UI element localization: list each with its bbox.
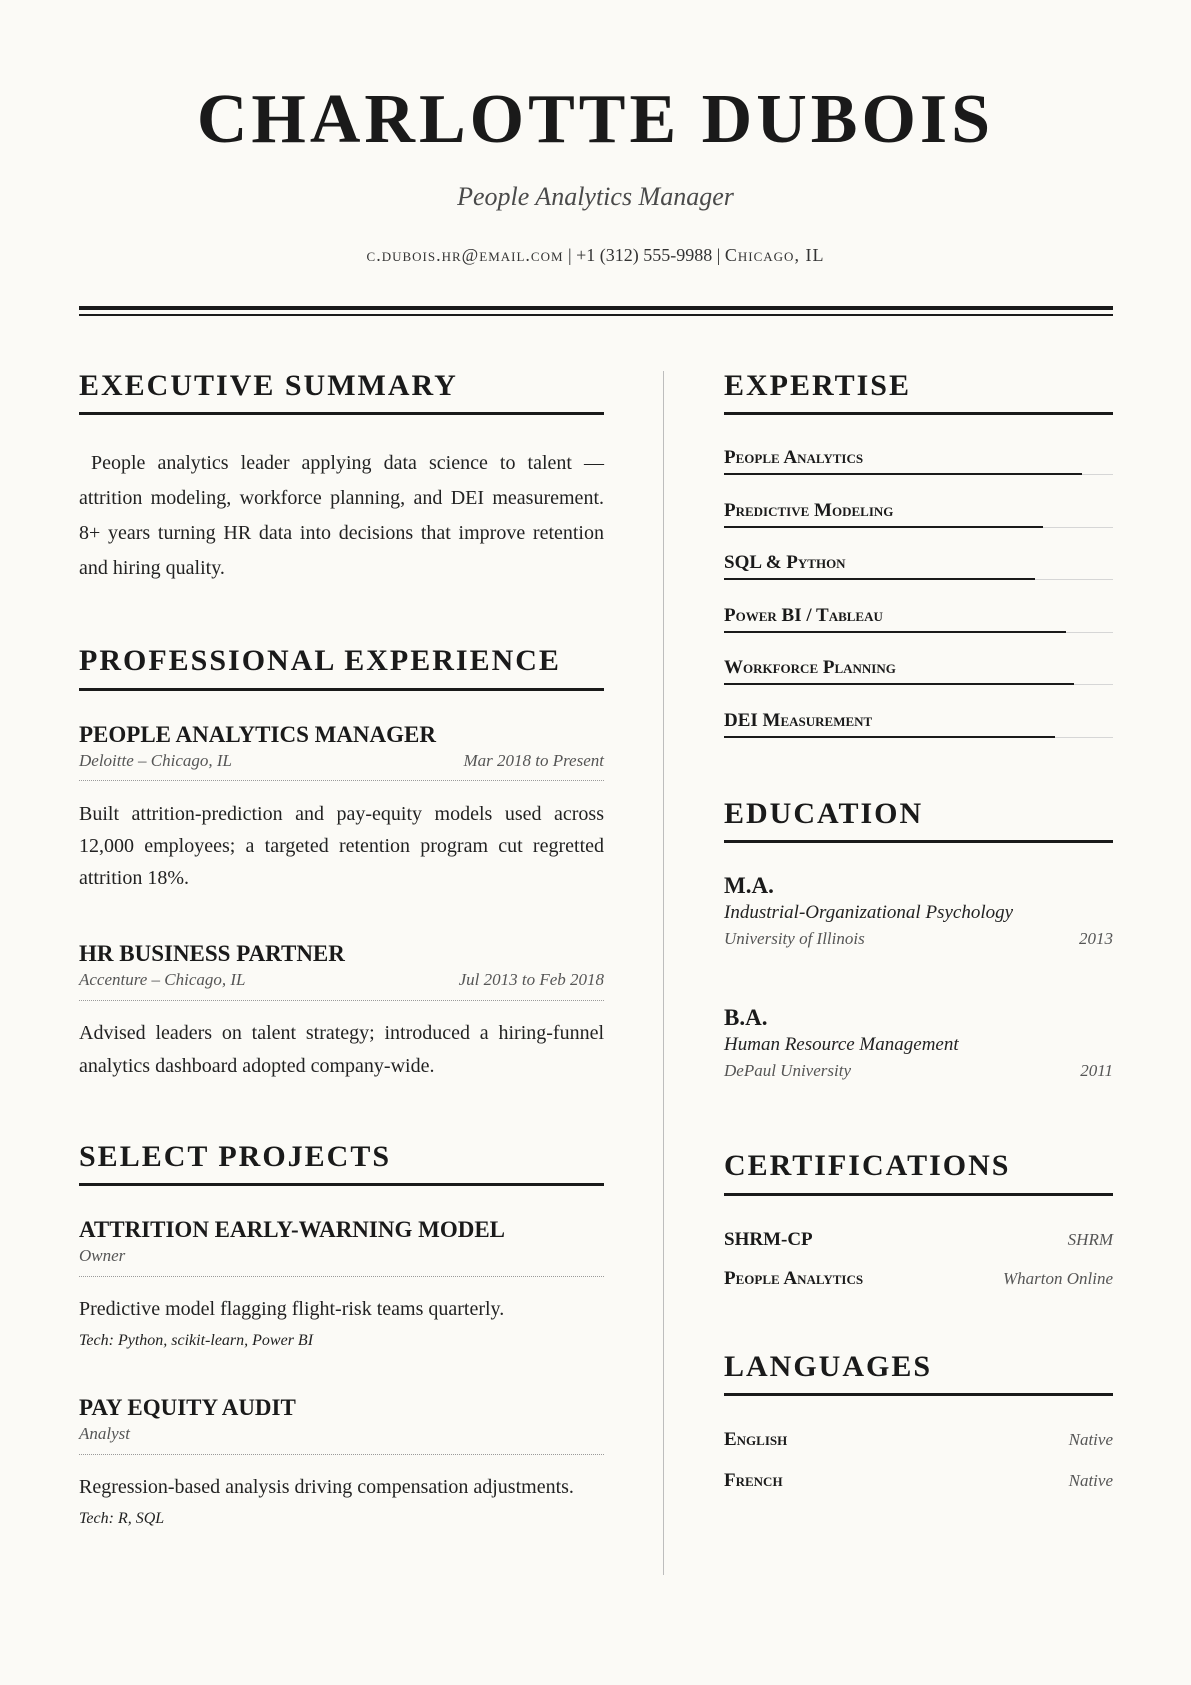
- job-entry-meta: [79, 750, 604, 772]
- section-rule: [79, 1183, 604, 1186]
- job-entry-meta: [79, 969, 604, 991]
- language-name: English: [724, 1429, 788, 1450]
- job-entry-description: Advised leaders on talent strategy; introduced a hiring-funnel analytics dashboard adopted company-wide.: [79, 1022, 604, 1077]
- project-tech: Tech: R, SQL: [79, 1510, 165, 1527]
- dotted-divider: [79, 1276, 604, 1277]
- school-name: University of Illinois: [724, 929, 865, 948]
- job-entry-dates: Jul 2013 to Feb 2018: [458, 970, 604, 989]
- skill-bar-fill: [724, 578, 1035, 580]
- project-description: Predictive model flagging flight-risk teams quarterly.: [79, 1298, 505, 1320]
- job-entry-dates: Mar 2018 to Present: [463, 751, 604, 770]
- degree-name: B.A.: [724, 1005, 768, 1030]
- school-name: DePaul University: [724, 1061, 851, 1080]
- skill-bar-track: [724, 737, 1113, 738]
- section-rule: [724, 412, 1113, 415]
- job-entry-company: Accenture – Chicago, IL: [79, 970, 246, 989]
- email-link[interactable]: c.dubois.hr@email.com: [366, 245, 564, 265]
- skill-label: DEI Measurement: [724, 709, 873, 731]
- candidate-name: CHARLOTTE DUBOIS: [196, 81, 995, 158]
- section-heading-certifications: CERTIFICATIONS: [724, 1149, 1011, 1182]
- section-rule: [724, 1393, 1113, 1396]
- degree-field: Human Resource Management: [724, 1034, 959, 1055]
- skill-label: SQL & Python: [724, 552, 846, 573]
- certification-name: SHRM-CP: [724, 1229, 813, 1250]
- degree-field: Industrial-Organizational Psychology: [724, 902, 1014, 923]
- language-level: Native: [1068, 1471, 1113, 1490]
- section-heading-experience: PROFESSIONAL EXPERIENCE: [79, 644, 561, 677]
- section-heading-projects: SELECT PROJECTS: [79, 1140, 392, 1173]
- language-name: French: [724, 1470, 783, 1491]
- section-heading-education: EDUCATION: [724, 797, 924, 830]
- project-role: Owner: [79, 1246, 126, 1265]
- skill-bar-track: [724, 632, 1113, 633]
- section-heading-summary: EXECUTIVE SUMMARY: [79, 369, 458, 402]
- certification-issuer: SHRM: [1067, 1230, 1113, 1249]
- summary-text: People analytics leader applying data science to talent — attrition modeling, workforce planning, and DEI measurement. 8+ years turning HR data into decisions that improve retention and hiring quality.: [79, 452, 604, 579]
- skill-bar-track: [724, 474, 1113, 475]
- job-entry-title: HR BUSINESS PARTNER: [79, 941, 345, 966]
- project-title: ATTRITION EARLY-WARNING MODEL: [79, 1217, 506, 1242]
- job-entry-company: Deloitte – Chicago, IL: [79, 751, 232, 770]
- job-entry-description: Built attrition-prediction and pay-equity models used across 12,000 employees; a targeted retention program cut regretted attrition 18%.: [79, 803, 604, 889]
- contact-separator: |: [712, 245, 725, 265]
- skill-bar-fill: [724, 473, 1082, 475]
- job-title: People Analytics Manager: [457, 182, 734, 211]
- skill-bar-track: [724, 579, 1113, 580]
- certification-row: [724, 1228, 1113, 1252]
- skill-bar-fill: [724, 736, 1055, 738]
- project-meta: [79, 1245, 604, 1267]
- section-heading-expertise: EXPERTISE: [724, 369, 911, 402]
- contact-line: [0, 243, 1191, 267]
- dotted-divider: [79, 1000, 604, 1001]
- skill-bar-fill: [724, 631, 1066, 633]
- school-row: [724, 928, 1113, 950]
- skill-bar-fill: [724, 526, 1043, 528]
- project-tech: Tech: Python, scikit-learn, Power BI: [79, 1332, 314, 1349]
- skill-bar-track: [724, 684, 1113, 685]
- project-title: PAY EQUITY AUDIT: [79, 1395, 296, 1420]
- job-entry-title: PEOPLE ANALYTICS MANAGER: [79, 722, 436, 747]
- contact-separator: |: [563, 245, 577, 265]
- column-divider: [663, 371, 664, 1575]
- skill-bar-track: [724, 527, 1113, 528]
- skill-bar-fill: [724, 683, 1074, 685]
- phone-number: +1 (312) 555-9988: [576, 245, 713, 265]
- language-row: [724, 1428, 1113, 1452]
- certification-issuer: Wharton Online: [1002, 1269, 1113, 1288]
- language-level: Native: [1068, 1430, 1113, 1449]
- graduation-year: 2011: [1080, 1061, 1113, 1080]
- graduation-year: 2013: [1079, 929, 1113, 948]
- header-rule: [79, 306, 1113, 310]
- certification-name: People Analytics: [724, 1268, 864, 1289]
- skill-label: People Analytics: [724, 447, 864, 468]
- degree-name: M.A.: [724, 873, 774, 898]
- location: Chicago, IL: [724, 245, 825, 265]
- project-description: Regression-based analysis driving compensation adjustments.: [79, 1476, 574, 1498]
- school-row: [724, 1060, 1113, 1082]
- section-rule: [724, 1193, 1113, 1196]
- project-role: Analyst: [79, 1424, 130, 1443]
- project-meta: [79, 1423, 604, 1445]
- skill-label: Predictive Modeling: [724, 499, 894, 521]
- header-rule-thin: [79, 314, 1113, 316]
- section-rule: [724, 840, 1113, 843]
- certification-row: [724, 1267, 1113, 1291]
- language-row: [724, 1469, 1113, 1493]
- section-rule: [79, 412, 604, 415]
- dotted-divider: [79, 1454, 604, 1455]
- section-rule: [79, 688, 604, 691]
- dotted-divider: [79, 780, 604, 781]
- skill-label: Workforce Planning: [724, 657, 896, 678]
- section-heading-languages: LANGUAGES: [724, 1350, 933, 1383]
- skill-label: Power BI / Tableau: [724, 604, 883, 626]
